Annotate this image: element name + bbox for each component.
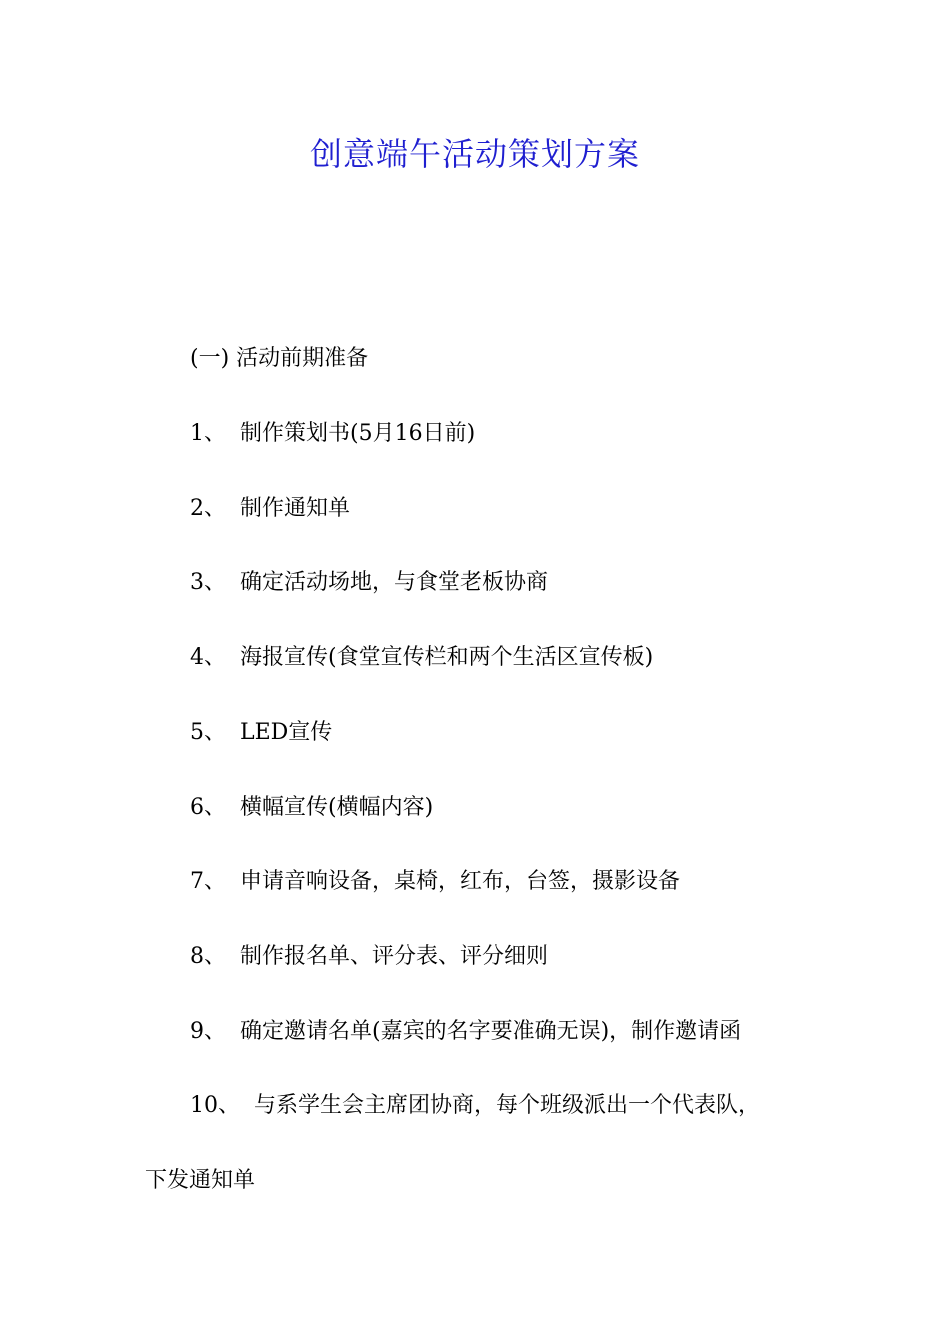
list-item-text: 与系学生会主席团协商，每个班级派出一个代表队，: [254, 1093, 761, 1118]
list-item-8: [190, 937, 548, 977]
list-item-number: 1、: [190, 421, 226, 446]
list-item-number: 4、: [190, 645, 226, 670]
list-item-text: 确定邀请名单(嘉宾的名字要准确无误)，制作邀请函: [240, 1019, 742, 1044]
list-item-10: [190, 1086, 760, 1126]
section-heading: (一) 活动前期准备: [190, 346, 369, 371]
list-item-6: [190, 788, 433, 828]
list-item-4: [190, 638, 653, 678]
list-item-text: 制作报名单、评分表、评分细则: [240, 944, 549, 969]
list-item-9: [190, 1012, 741, 1052]
list-item-text: 确定活动场地，与食堂老板协商: [240, 570, 549, 595]
list-item-number: 3、: [190, 570, 226, 595]
list-item-text: 制作通知单: [240, 496, 351, 521]
list-item-text: 横幅宣传(横幅内容): [240, 795, 434, 820]
list-item-number: 2、: [190, 496, 226, 521]
list-item-3: [190, 563, 548, 603]
list-item-text: 申请音响设备，桌椅，红布，台签，摄影设备: [240, 869, 681, 894]
list-item-10-continuation: 下发通知单: [145, 1168, 256, 1193]
list-item-5: [190, 713, 332, 753]
list-item-number: 6、: [190, 795, 226, 820]
list-item-2: [190, 489, 350, 529]
list-item-text: 制作策划书(5月16日前): [240, 421, 476, 446]
list-item-number: 7、: [190, 869, 226, 894]
list-item-text: 海报宣传(食堂宣传栏和两个生活区宣传板): [240, 645, 654, 670]
list-item-1: [190, 414, 475, 454]
list-item-7: [190, 862, 680, 902]
document-title: 创意端午活动策划方案: [309, 135, 640, 173]
list-item-number: 8、: [190, 944, 226, 969]
list-item-text: LED宣传: [240, 720, 333, 745]
list-item-number: 9、: [190, 1019, 226, 1044]
list-item-number: 10、: [190, 1093, 240, 1118]
list-item-number: 5、: [190, 720, 226, 745]
